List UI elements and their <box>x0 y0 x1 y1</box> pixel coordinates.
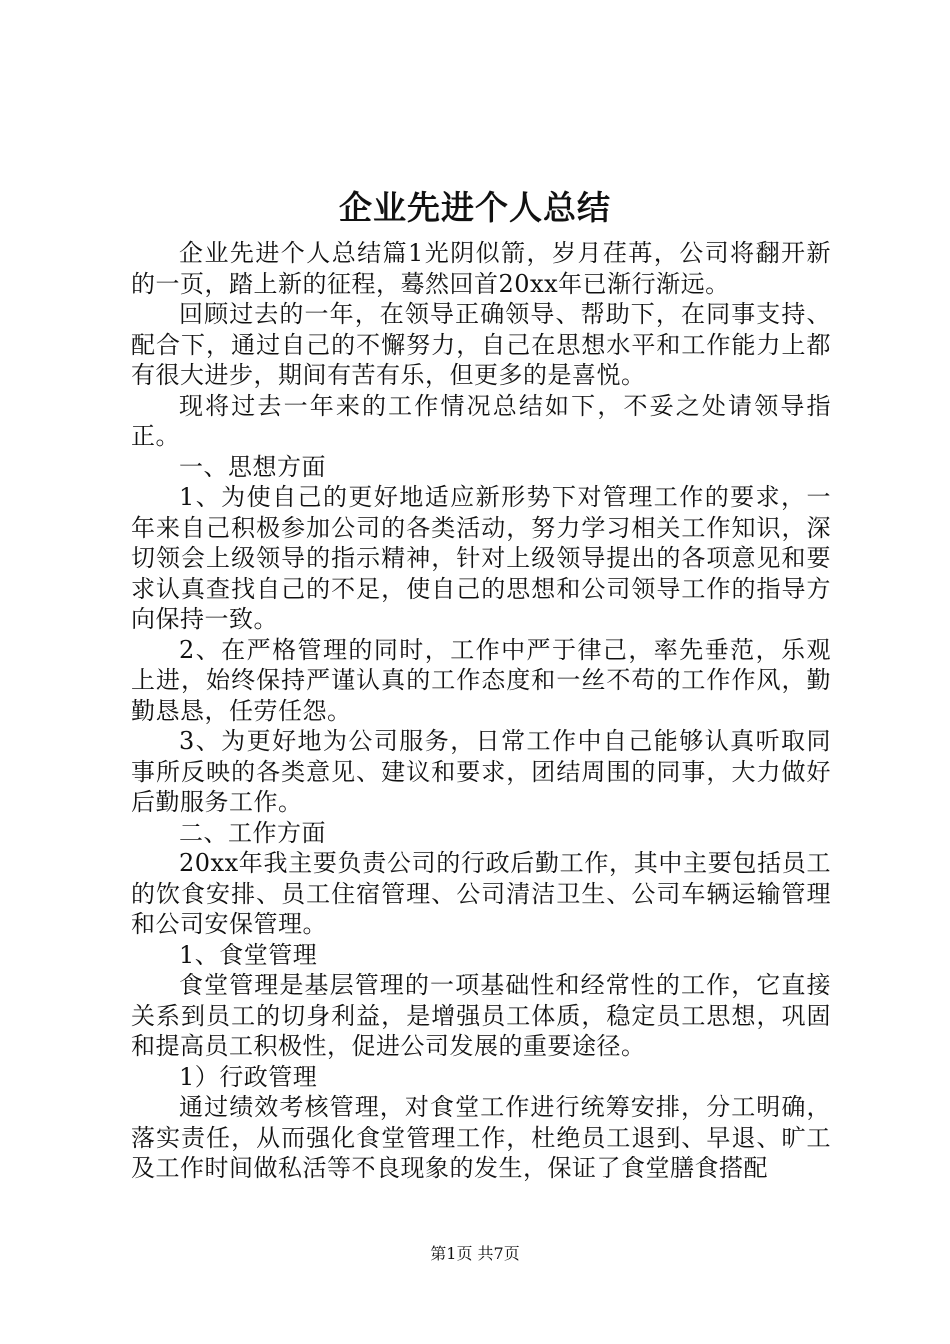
document-title: 企业先进个人总结 <box>339 188 611 227</box>
paragraph-summary-lead: 现将过去一年来的工作情况总结如下，不妥之处请领导指正。 <box>131 391 831 450</box>
subsection-heading-canteen: 1、食堂管理 <box>179 940 318 969</box>
paragraph-thought-3: 3、为更好地为公司服务，日常工作中自己能够认真听取同事所反映的各类意见、建议和要求，团结周围的同事，大力做好后勤服务工作。 <box>131 727 831 816</box>
page-footer: 第1页 共7页 <box>430 1244 520 1263</box>
section-heading-work: 二、工作方面 <box>179 818 326 847</box>
paragraph-canteen: 食堂管理是基层管理的一项基础性和经常性的工作，它直接关系到员工的切身利益，是增强员工体质，稳定员工思想，巩固和提高员工积极性，促进公司发展的重要途径。 <box>131 971 831 1060</box>
paragraph-work-overview: 20xx年我主要负责公司的行政后勤工作，其中主要包括员工的饮食安排、员工住宿管理、公司清洁卫生、公司车辆运输管理和公司安保管理。 <box>131 849 831 938</box>
subsection-heading-admin: 1）行政管理 <box>179 1062 318 1091</box>
paragraph-thought-2: 2、在严格管理的同时，工作中严于律己，率先垂范，乐观上进，始终保持严谨认真的工作态度和一丝不苟的工作作风，勤勤恳恳，任劳任怨。 <box>131 635 831 725</box>
paragraph-admin: 通过绩效考核管理，对食堂工作进行统筹安排，分工明确，落实责任，从而强化食堂管理工作，杜绝员工退到、早退、旷工及工作时间做私活等不良现象的发生，保证了食堂膳食搭配 <box>131 1093 831 1182</box>
paragraph-review: 回顾过去的一年，在领导正确领导、帮助下，在同事支持、配合下，通过自己的不懈努力，自己在思想水平和工作能力上都有很大进步，期间有苦有乐，但更多的是喜悦。 <box>131 300 831 389</box>
document-body <box>131 238 831 1184</box>
section-heading-thought: 一、思想方面 <box>179 452 326 481</box>
paragraph-thought-1: 1、为使自己的更好地适应新形势下对管理工作的要求，一年来自己积极参加公司的各类活动，努力学习相关工作知识，深切领会上级领导的指示精神，针对上级领导提出的各项意见和要求认真查找自己的不足，使自己的思想和公司领导工作的指导方向保持一致。 <box>131 483 831 633</box>
paragraph-intro: 企业先进个人总结篇1光阴似箭，岁月荏苒，公司将翻开新的一页，踏上新的征程，蓦然回首20xx年已渐行渐远。 <box>131 239 831 298</box>
